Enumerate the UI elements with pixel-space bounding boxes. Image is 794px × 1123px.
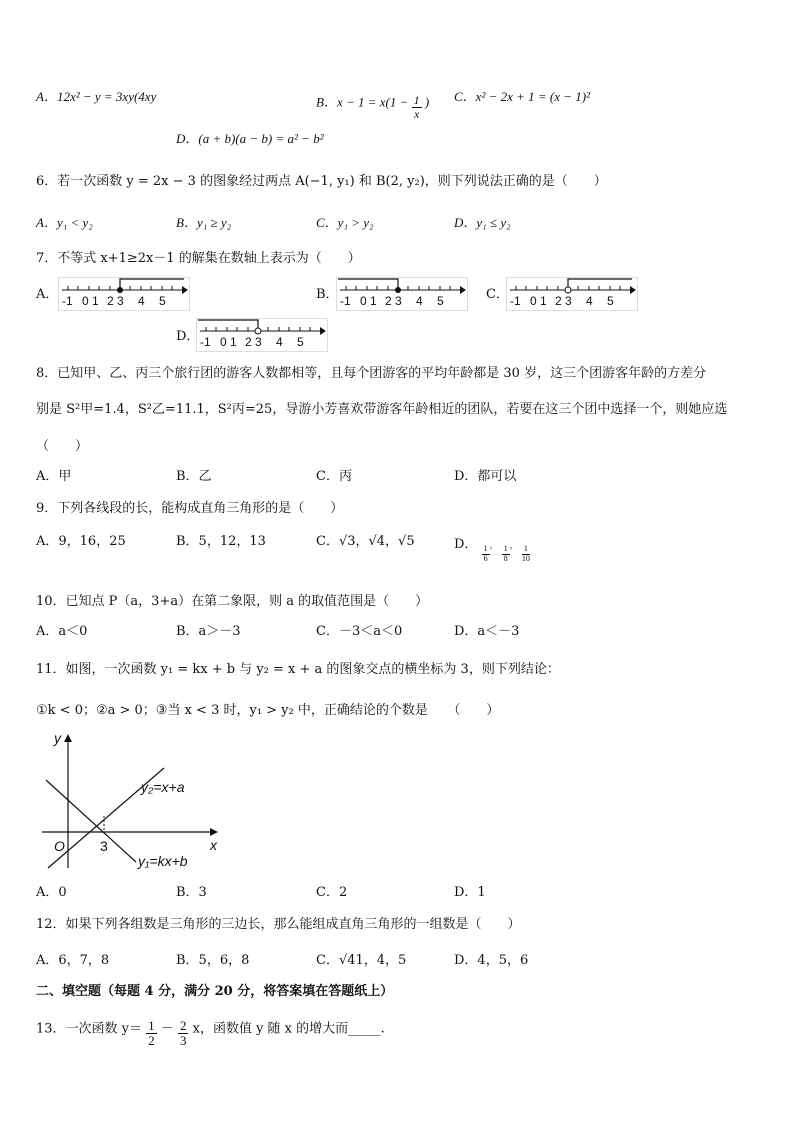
q7-numberline-c [506, 277, 638, 311]
q6-option-a: A．y₁ < y₂ [36, 215, 93, 230]
q11-line2: ①k < 0；②a > 0；③当 x < 3 时，y₁ > y₂ 中，正确结论的个数是 （ ） [36, 703, 500, 718]
frac-den: 8 [503, 553, 508, 563]
q10-option-b: B．a＞－3 [176, 624, 241, 639]
frac-num: 1 [523, 544, 528, 553]
q7b-tick: 4 [416, 294, 423, 308]
q7-option-d-label: D． [176, 329, 200, 344]
q7b-tick: 5 [437, 294, 444, 308]
q13-frac-2 [178, 1019, 189, 1049]
q7a-tick: 0 [82, 294, 89, 308]
q7a-tick: 5 [159, 294, 166, 308]
q11-line-y2-label: y₂=x+a [141, 779, 185, 795]
q12-option-c: C．√41，4，5 [316, 953, 407, 968]
q10-option-d: D．a＜－3 [454, 624, 520, 639]
q6-stem: 6．若一次函数 y = 2x − 3 的图象经过两点 A(−1, y₁) 和 B(2, y₂)，则下列说法正确的是（ ） [36, 174, 607, 189]
q7c-tick: 0 [530, 294, 537, 308]
q9-option-a: A．9，16，25 [36, 534, 126, 549]
q8-option-a: A．甲 [36, 469, 72, 484]
q9-stem: 9．下列各线段的长，能构成直角三角形的是（ ） [36, 501, 344, 516]
q7b-tick: 3 [395, 294, 402, 308]
q7d-tick: -1 [200, 335, 211, 349]
q8-option-b: B．乙 [176, 469, 212, 484]
q12-option-d: D．4，5，6 [454, 953, 529, 968]
q5-option-b-suffix: ) [424, 94, 430, 110]
q12-option-a: A．6，7，8 [36, 953, 110, 968]
q9-d-frac-1 [482, 545, 490, 564]
frac-den: 2 [148, 1033, 155, 1049]
q7c-tick: 3 [565, 294, 572, 308]
q6-option-c: C．y₁ > y₂ [316, 215, 374, 230]
section-2-heading: 二、填空题（每题 4 分，满分 20 分，将答案填在答题纸上） [36, 984, 394, 999]
q5-option-b [316, 90, 430, 122]
frac-num: 1 [503, 544, 508, 553]
frac-num: 2 [179, 1018, 187, 1033]
q9-option-b: B．5，12，13 [176, 534, 266, 549]
q7-option-a-label: A． [36, 287, 59, 302]
q10-option-a: A．a＜0 [36, 624, 88, 639]
q9-d-frac-2 [502, 545, 510, 564]
q7c-tick: 1 [540, 294, 547, 308]
q7c-tick: 4 [586, 294, 593, 308]
q5-b-frac-num: 1 [413, 93, 420, 107]
q8-line3: （ ） [36, 439, 89, 454]
q5-option-a: A．12x² − y = 3xy(4xy [36, 89, 157, 104]
q8-line2: 别是 S²甲=1.4，S²乙=11.1，S²丙=25，导游小芳喜欢带游客年龄相近的团队，若要在这三个团中选择一个，则她应选 [36, 402, 728, 417]
q11-option-b: B．3 [176, 885, 207, 900]
q11-x-mark-label: 3 [100, 838, 108, 854]
q6-option-d: D．y₁ ≤ y₂ [454, 215, 511, 230]
q7d-tick: 4 [276, 335, 283, 349]
q7a-tick: 3 [117, 294, 124, 308]
frac-den: 3 [179, 1033, 187, 1049]
q7-numberline-a [58, 277, 190, 311]
q11-option-d: D．1 [454, 885, 486, 900]
q7d-tick: 3 [255, 335, 262, 349]
q11-option-c: C．2 [316, 885, 348, 900]
q8-option-c: C．丙 [316, 469, 352, 484]
q13-mid: － [160, 1021, 174, 1037]
q8-option-d: D．都可以 [454, 469, 517, 484]
q12-option-b: B．5，6，8 [176, 953, 250, 968]
q5-option-b-fraction [412, 94, 422, 121]
q7d-tick: 1 [230, 335, 237, 349]
q7c-tick: 2 [555, 294, 562, 308]
q5-option-d: D．(a + b)(a − b) = a² − b² [176, 131, 324, 146]
frac-den: 10 [521, 553, 530, 563]
q7-stem: 7．不等式 x+1≥2x－1 的解集在数轴上表示为（ ） [36, 251, 361, 266]
q7-option-b-label: B． [316, 287, 339, 302]
q7d-tick: 0 [220, 335, 227, 349]
q9-option-c: C．√3，√4，√5 [316, 534, 415, 549]
q7b-tick: 1 [370, 294, 377, 308]
q11-graph [34, 728, 234, 878]
q11-origin-label: O [54, 838, 65, 854]
q13 [36, 1014, 385, 1049]
q9-option-d: D． $\frac{1}{6}$ ， $\frac{1}{8}$ ， $\frac{1}{10}$ [454, 536, 530, 563]
q7b-tick: -1 [340, 294, 351, 308]
q7b-tick: 0 [360, 294, 367, 308]
q6-option-b: B．y₁ ≥ y₂ [176, 215, 232, 230]
q11-x-axis-label: x [210, 837, 217, 853]
frac-den: 6 [483, 553, 488, 563]
q7a-tick: -1 [62, 294, 73, 308]
q7a-tick: 4 [138, 294, 145, 308]
q7-numberline-d [196, 318, 328, 352]
q8-line1: 8．已知甲、乙、丙三个旅行团的游客人数都相等，且每个团游客的平均年龄都是 30 岁，这三个团游客年龄的方差分 [36, 366, 707, 381]
q5-option-b-prefix: B．x − 1 = x(1 − [316, 94, 409, 110]
frac-num: 1 [148, 1018, 155, 1033]
q10-option-c: C．－3＜a＜0 [316, 624, 403, 639]
q11-line-y1-label: y₁=kx+b [138, 853, 188, 869]
frac-num: 1 [483, 544, 488, 553]
q11-stem: 11．如图，一次函数 y₁ = kx + b 与 y₂ = x + a 的图象交点的横坐标为 3，则下列结论： [36, 662, 560, 677]
q7a-tick: 1 [92, 294, 99, 308]
q7b-tick: 2 [385, 294, 392, 308]
q13-frac-1 [146, 1019, 157, 1049]
q9-option-d-label: D． [454, 536, 478, 552]
q10-stem: 10．已知点 P（a，3+a）在第二象限，则 a 的取值范围是（ ） [36, 594, 429, 609]
q9-d-frac-3 [522, 545, 530, 564]
q11-y-axis-label: y [54, 730, 61, 746]
q7d-tick: 2 [245, 335, 252, 349]
q12-stem: 12．如果下列各组数是三角形的三边长，那么能组成直角三角形的一组数是（ ） [36, 917, 521, 932]
q13-suffix: x，函数值 y 随 x 的增大而_____. [192, 1021, 385, 1037]
q7-numberline-b [336, 277, 468, 311]
q7-option-c-label: C． [486, 287, 509, 302]
q11-option-a: A．0 [36, 885, 67, 900]
q7d-tick: 5 [297, 335, 304, 349]
q7a-tick: 2 [107, 294, 114, 308]
q5-option-c: C．x² − 2x + 1 = (x − 1)² [454, 89, 591, 104]
q7c-tick: -1 [510, 294, 521, 308]
q5-b-frac-den: x [413, 107, 420, 122]
q13-prefix: 13．一次函数 y＝ [36, 1021, 143, 1037]
q7c-tick: 5 [607, 294, 614, 308]
